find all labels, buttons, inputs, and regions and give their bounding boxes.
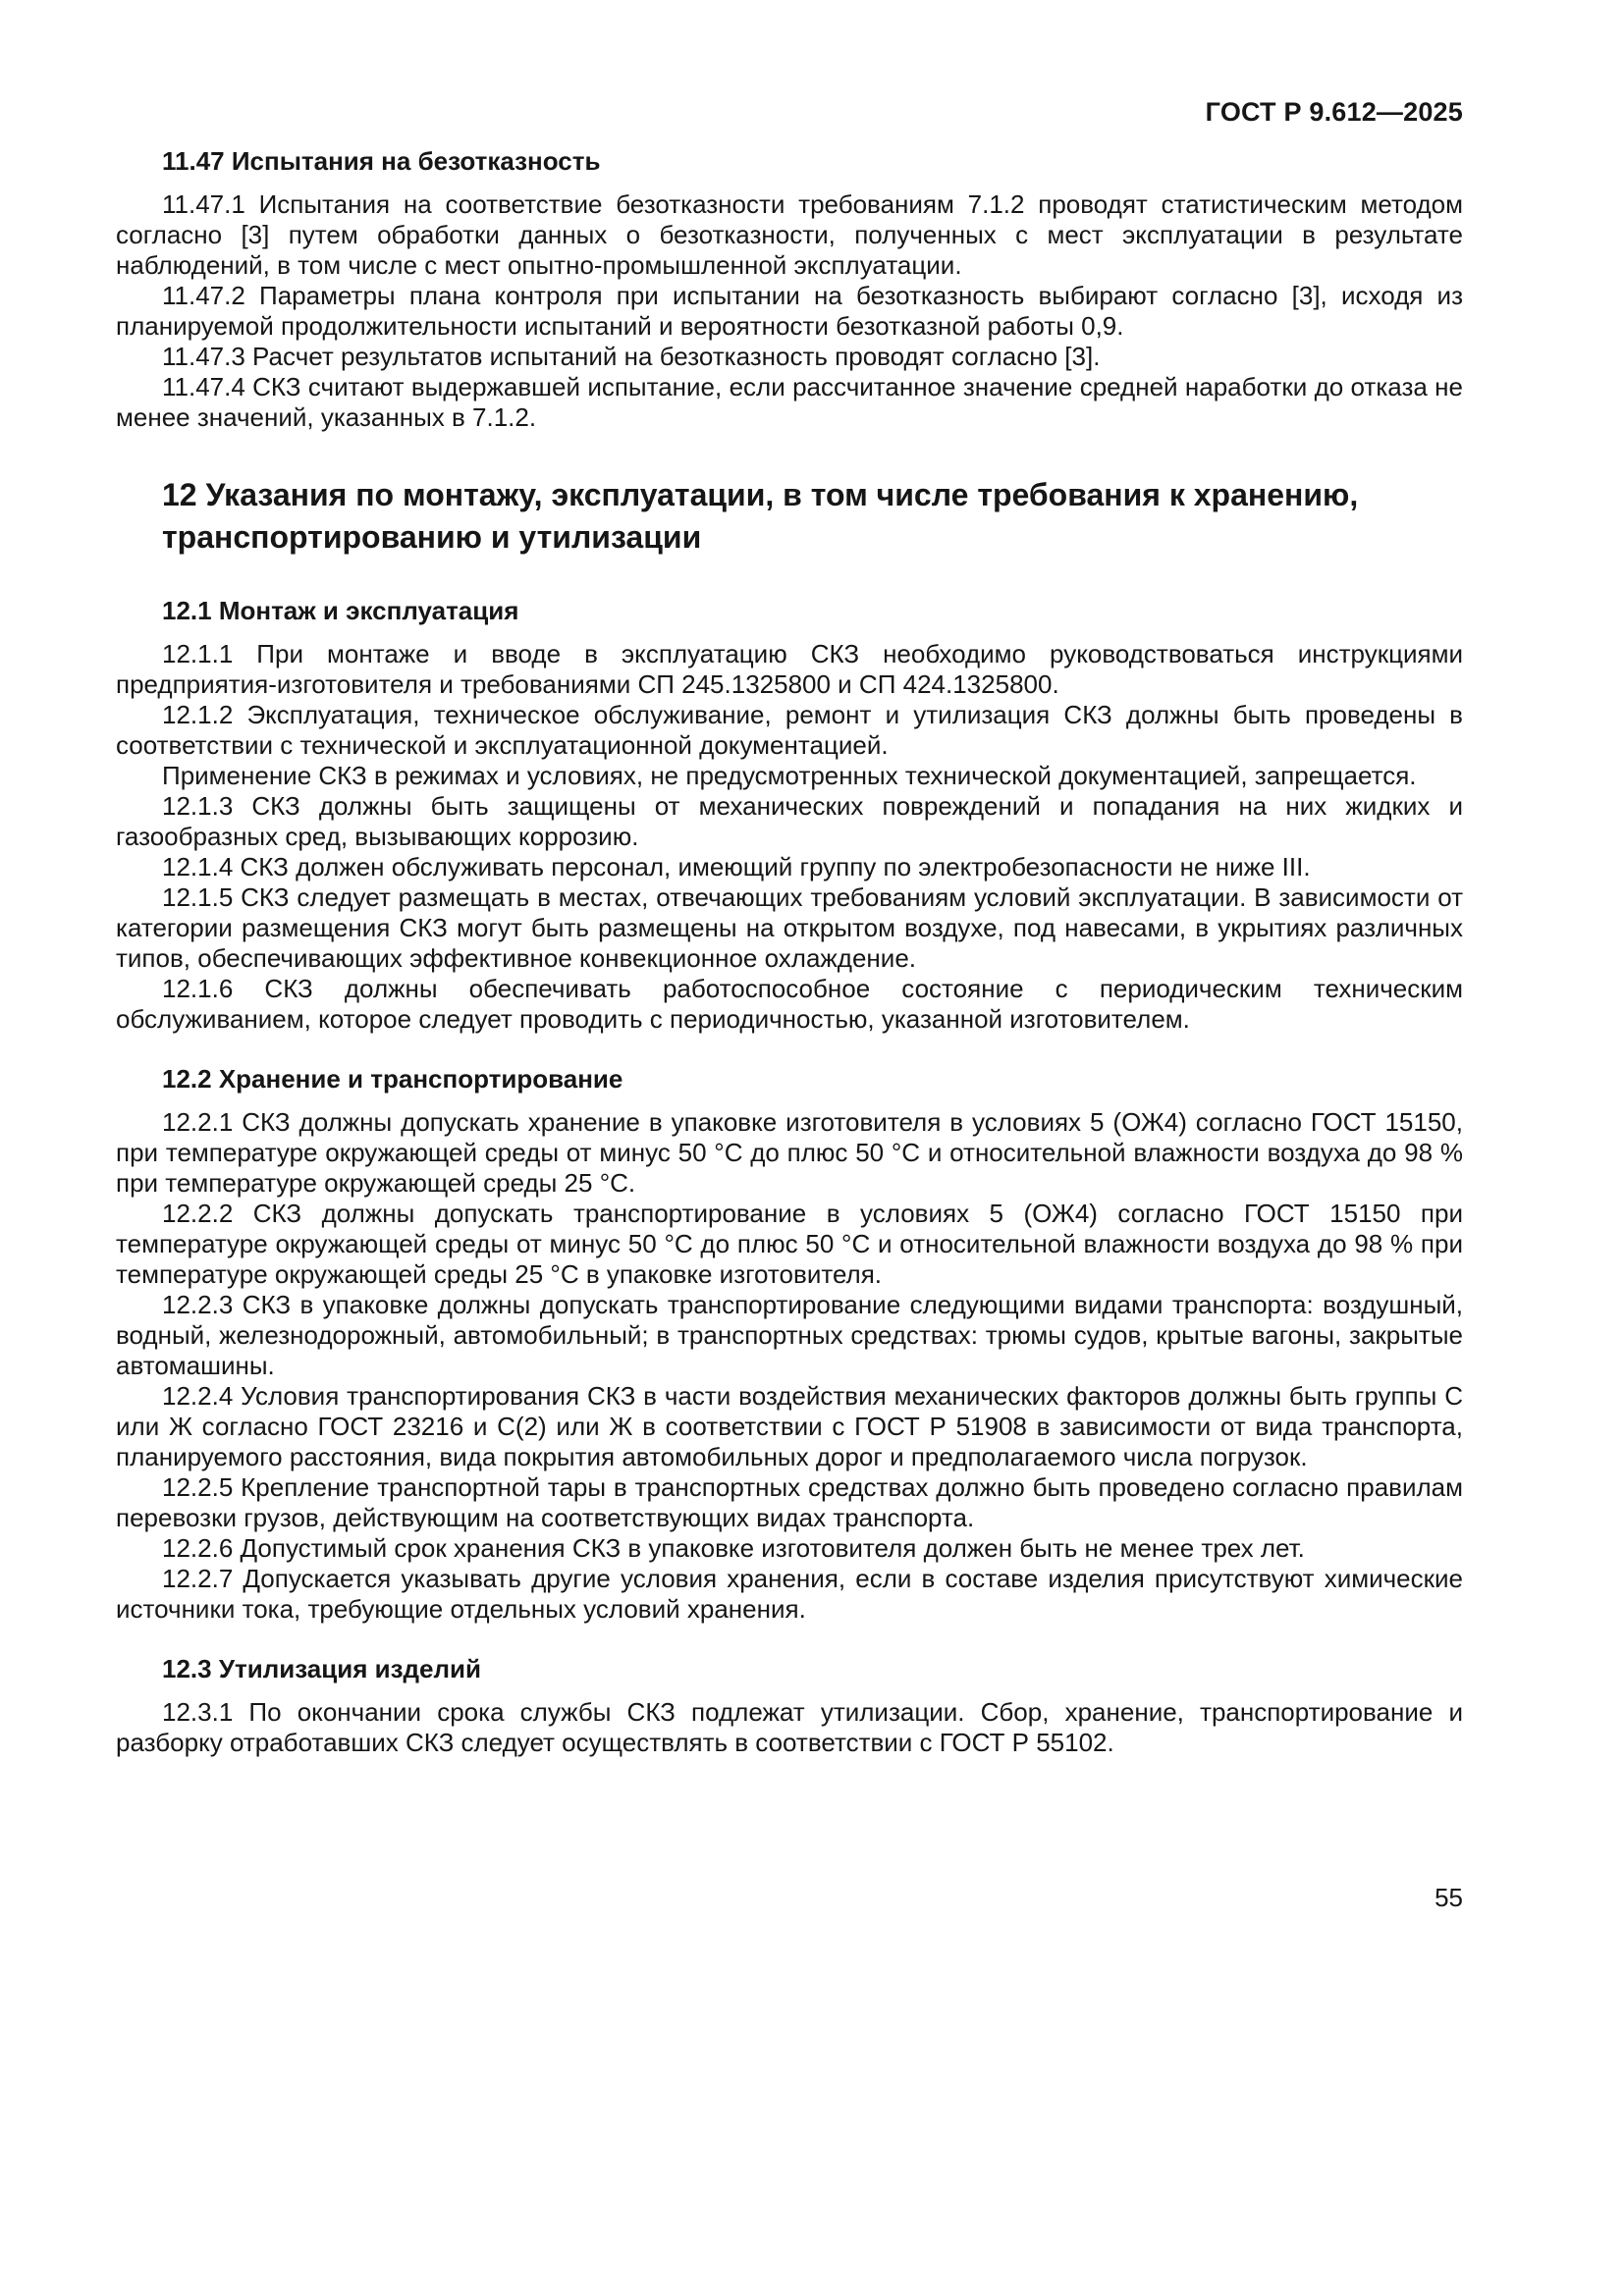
section-heading: 12.1 Монтаж и эксплуатация	[162, 596, 519, 625]
paragraph: 12.2.2 СКЗ должны допускать транспортирование в условиях 5 (ОЖ4) согласно ГОСТ 15150 при температуре окружающей среды от минус 50 °С до плюс 50 °С и относительной влажности воздуха до 98 % при температуре окружающей среды 25 °С в упаковке изготовителя.	[116, 1199, 1463, 1289]
paragraph: 11.47.1 Испытания на соответствие безотказности требованиям 7.1.2 проводят статистическим методом согласно [3] путем обработки данных о безотказности, полученных с мест эксплуатации в результате наблюдений, в том числе с мест опытно-промышленной эксплуатации.	[116, 189, 1463, 280]
running-header: ГОСТ Р 9.612—2025	[1205, 97, 1463, 127]
paragraph: Применение СКЗ в режимах и условиях, не предусмотренных технической документацией, запрещается.	[162, 761, 1417, 790]
paragraph: 12.2.5 Крепление транспортной тары в транспортных средствах должно быть проведено согласно правилам перевозки грузов, действующим на соответствующих видах транспорта.	[116, 1472, 1463, 1532]
paragraph: 12.1.2 Эксплуатация, техническое обслуживание, ремонт и утилизация СКЗ должны быть проведены в соответствии с технической и эксплуатационной документацией.	[116, 700, 1463, 760]
paragraph: 12.1.5 СКЗ следует размещать в местах, отвечающих требованиям условий эксплуатации. В зависимости от категории размещения СКЗ могут быть размещены на открытом воздухе, под навесами, в укрытиях различных типов, обеспечивающих эффективное конвекционное охлаждение.	[116, 882, 1463, 973]
document-content	[116, 146, 1463, 1758]
paragraph: 11.47.4 СКЗ считают выдержавшей испытание, если рассчитанное значение средней наработки до отказа не менее значений, указанных в 7.1.2.	[116, 372, 1463, 432]
paragraph: 12.2.6 Допустимый срок хранения СКЗ в упаковке изготовителя должен быть не менее трех лет.	[162, 1533, 1305, 1563]
paragraph: 12.1.6 СКЗ должны обеспечивать работоспособное состояние с периодическим техническим обслуживанием, которое следует проводить с периодичностью, указанной изготовителем.	[116, 974, 1463, 1034]
paragraph: 12.2.4 Условия транспортирования СКЗ в части воздействия механических факторов должны быть группы С или Ж согласно ГОСТ 23216 и С(2) или Ж в соответствии с ГОСТ Р 51908 в зависимости от вида транспорта, планируемого расстояния, вида покрытия автомобильных дорог и предполагаемого числа погрузок.	[116, 1381, 1463, 1471]
paragraph: 12.1.3 СКЗ должны быть защищены от механических повреждений и попадания на них жидких и газообразных сред, вызывающих коррозию.	[116, 791, 1463, 851]
paragraph: 12.1.4 СКЗ должен обслуживать персонал, имеющий группу по электробезопасности не ниже III.	[162, 852, 1311, 881]
section-heading: 12.2 Хранение и транспортирование	[162, 1064, 623, 1094]
paragraph: 12.2.3 СКЗ в упаковке должны допускать транспортирование следующими видами транспорта: воздушный, водный, железнодорожный, автомобильный; в транспортных средствах: трюмы судов, крытые вагоны, закрытые автомашины.	[116, 1290, 1463, 1380]
paragraph: 12.3.1 По окончании срока службы СКЗ подлежат утилизации. Сбор, хранение, транспортирование и разборку отработавших СКЗ следует осуществлять в соответствии с ГОСТ Р 55102.	[116, 1697, 1463, 1757]
paragraph: 12.1.1 При монтаже и вводе в эксплуатацию СКЗ необходимо руководствоваться инструкциями предприятия-изготовителя и требованиями СП 245.1325800 и СП 424.1325800.	[116, 639, 1463, 699]
chapter-heading: 12 Указания по монтажу, эксплуатации, в том числе требования к хранению, транспортированию и утилизации	[162, 477, 1359, 555]
section-heading: 12.3 Утилизация изделий	[162, 1654, 481, 1683]
page-number: 55	[1435, 1883, 1463, 1912]
paragraph: 12.2.7 Допускается указывать другие условия хранения, если в составе изделия присутствуют химические источники тока, требующие отдельных условий хранения.	[116, 1564, 1463, 1624]
paragraph: 11.47.3 Расчет результатов испытаний на безотказность проводят согласно [3].	[162, 342, 1101, 371]
paragraph: 11.47.2 Параметры плана контроля при испытании на безотказность выбирают согласно [3], исходя из планируемой продолжительности испытаний и вероятности безотказной работы 0,9.	[116, 281, 1463, 341]
paragraph: 12.2.1 СКЗ должны допускать хранение в упаковке изготовителя в условиях 5 (ОЖ4) согласно ГОСТ 15150, при температуре окружающей среды от минус 50 °С до плюс 50 °С и относительной влажности воздуха до 98 % при температуре окружающей среды 25 °С.	[116, 1107, 1463, 1198]
section-heading: 11.47 Испытания на безотказность	[162, 146, 601, 176]
